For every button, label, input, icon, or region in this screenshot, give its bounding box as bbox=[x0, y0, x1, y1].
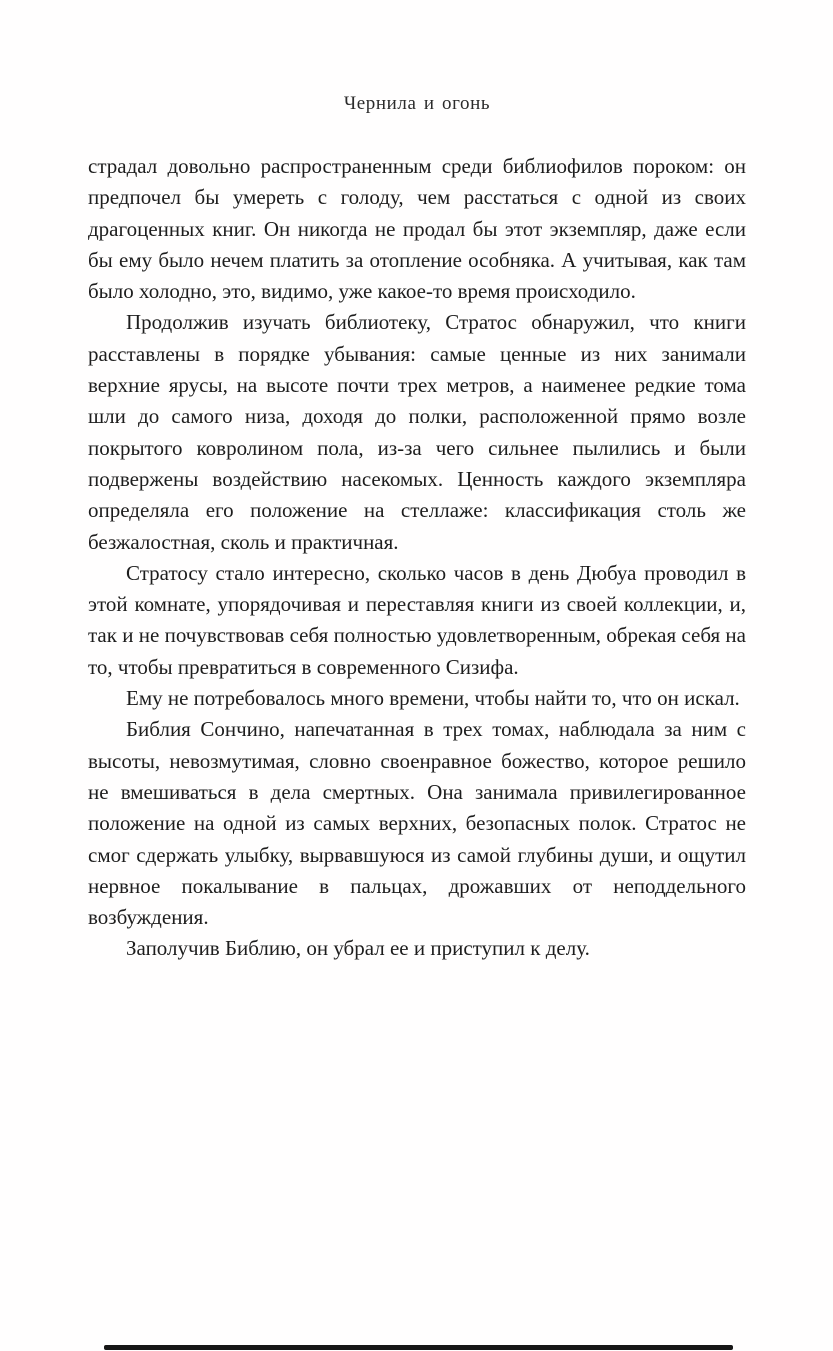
paragraph: Библия Сончино, напечатанная в трех томах, наблюдала за ним с высоты, невозмутимая, словно своенравное божество, которое решило не вмешиваться в дела смертных. Она занимала привилегированное положение на одной из самых верхних, безопасных полок. Стратос не смог сдержать улыбку, вырвавшуюся из самой глубины души, и ощутил нервное покалывание в пальцах, дрожавших от неподдельного возбуждения. bbox=[88, 717, 746, 930]
paragraph: Стратосу стало интересно, сколько часов в день Дюбуа проводил в этой комнате, упорядочивая и переставляя книги из своей коллекции, и, так и не почувствовав себя полностью удовлетворенным, обрекая себя на то, чтобы превратиться в современного Сизифа. bbox=[88, 560, 746, 679]
paragraph: Заполучив Библию, он убрал ее и приступил к делу. bbox=[126, 936, 590, 961]
paragraph: Ему не потребовалось много времени, чтобы найти то, что он искал. bbox=[126, 686, 740, 711]
paragraph: Продолжив изучать библиотеку, Стратос обнаружил, что книги расставлены в порядке убывания: самые ценные из них занимали верхние ярусы, на высоте почти трех метров, а наименее редкие тома шли до самого низа, доходя до полки, расположенной прямо возле покрытого ковролином пола, из-за чего сильнее пылились и были подвержены воздействию насекомых. Ценность каждого экземпляра определяла его положение на стеллаже: классификация столь же безжалостная, сколь и практичная. bbox=[88, 310, 746, 554]
running-title: Чернила и огонь bbox=[343, 93, 491, 114]
paragraph: страдал довольно распространенным среди библиофилов пороком: он предпочел бы умереть с голоду, чем расстаться с одной из своих драгоценных книг. Он никогда не продал бы этот экземпляр, даже если бы ему было нечем платить за отопление особняка. А учитывая, как там было холодно, это, видимо, уже какое-то время происходило. bbox=[88, 154, 746, 304]
page-text bbox=[88, 151, 746, 965]
page-bottom-rule bbox=[104, 1345, 733, 1350]
